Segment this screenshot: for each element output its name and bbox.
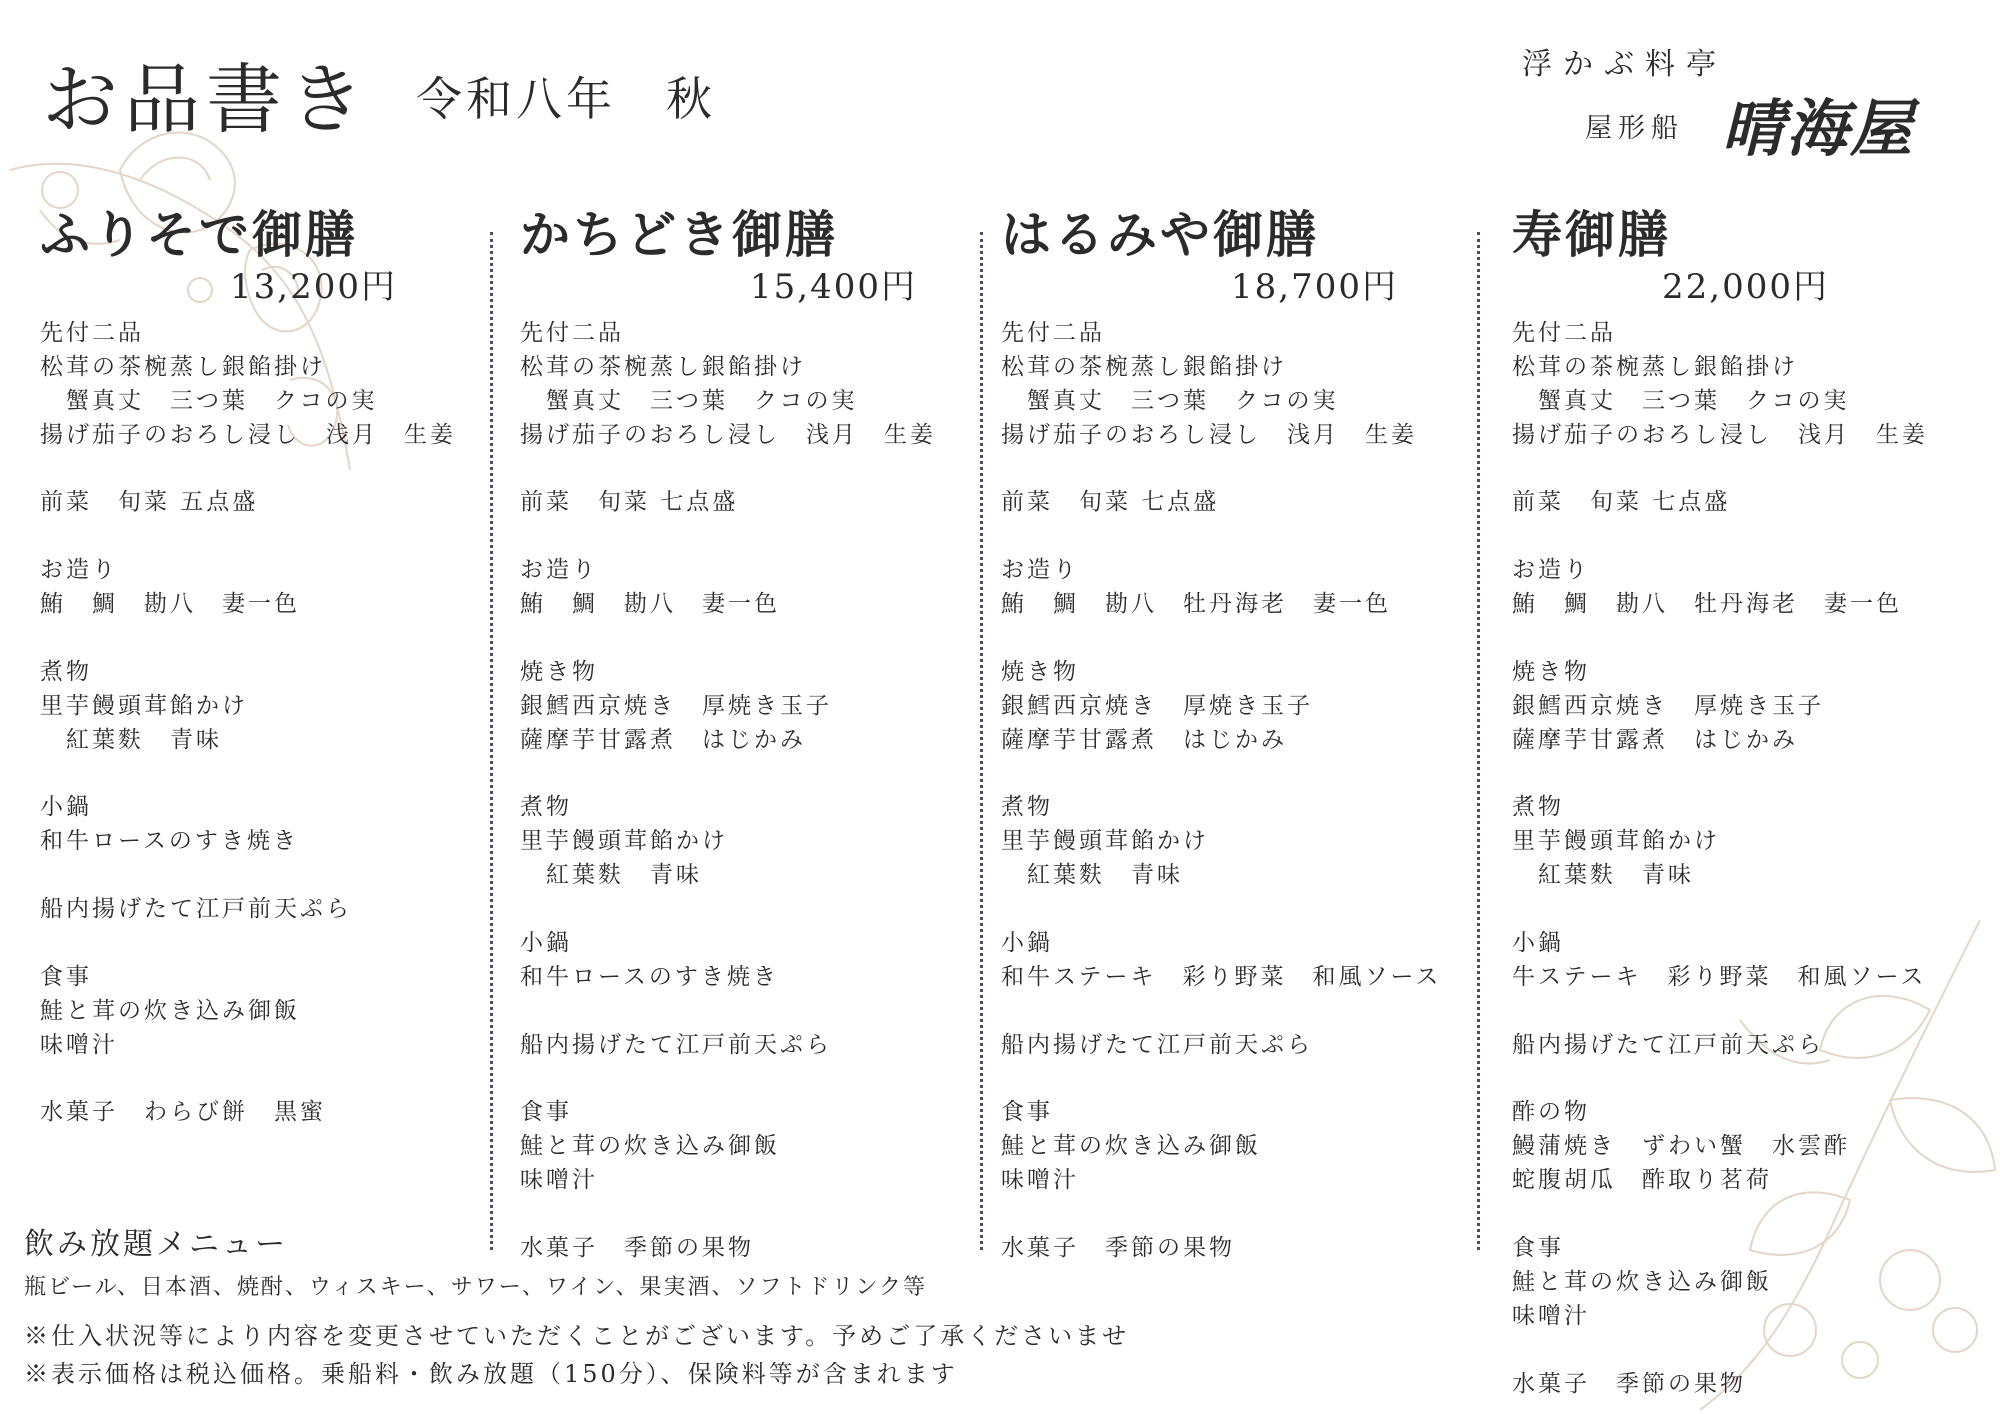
menu-item: 食事 — [40, 963, 92, 990]
menu-title: お品書き — [42, 55, 370, 144]
menu-item: 蟹真丈 三つ葉 クコの実 — [40, 387, 378, 414]
menu-item: 鮭と茸の炊き込み御飯 — [520, 1133, 780, 1160]
course-column-furisode — [40, 205, 500, 1130]
menu-item: 焼き物 — [1512, 658, 1590, 685]
menu-item: 銀鱈西京焼き 厚焼き玉子 — [1512, 692, 1824, 719]
note-line: ※表示価格は税込価格。乗船料・飲み放題（150分）、保険料等が含まれます — [24, 1360, 958, 1388]
menu-item: 酢の物 — [1512, 1099, 1590, 1126]
menu-item: 味噌汁 — [1512, 1302, 1590, 1329]
menu-spacer — [1512, 893, 1972, 927]
menu-item: 前菜 旬菜 七点盛 — [1512, 489, 1731, 516]
menu-item: 船内揚げたて江戸前天ぷら — [1512, 1031, 1824, 1058]
menu-spacer — [520, 1198, 980, 1232]
menu-item: 食事 — [1512, 1235, 1564, 1262]
menu-item: 小鍋 — [1001, 930, 1053, 957]
course-price: 13,200円 — [230, 267, 397, 307]
menu-item: 松茸の茶椀蒸し銀餡掛け — [1512, 353, 1798, 380]
menu-spacer — [1001, 1198, 1461, 1232]
menu-item: お造り — [1512, 557, 1590, 584]
menu-spacer — [40, 1063, 500, 1097]
menu-item: 銀鱈西京焼き 厚焼き玉子 — [520, 692, 832, 719]
menu-item: 鰻蒲焼き ずわい蟹 水雲酢 — [1512, 1133, 1850, 1160]
menu-item: 紅葉麩 青味 — [1512, 862, 1694, 889]
menu-item: 和牛ロースのすき焼き — [520, 963, 779, 990]
menu-item: 食事 — [520, 1099, 572, 1126]
menu-item: 鮭と茸の炊き込み御飯 — [1001, 1133, 1261, 1160]
season-label: 令和八年 秋 — [416, 72, 716, 126]
menu-spacer — [40, 859, 500, 893]
menu-item: 蟹真丈 三つ葉 クコの実 — [1001, 387, 1339, 414]
menu-item: 焼き物 — [520, 658, 598, 685]
menu-item: 里芋饅頭茸餡かけ — [520, 828, 728, 855]
menu-item: 松茸の茶椀蒸し銀餡掛け — [520, 353, 806, 380]
menu-item: 食事 — [1001, 1099, 1053, 1126]
menu-item: 水菓子 季節の果物 — [1512, 1370, 1746, 1397]
menu-item: 里芋饅頭茸餡かけ — [1001, 828, 1209, 855]
menu-item: 味噌汁 — [40, 1031, 118, 1058]
menu-item: 水菓子 わらび餅 黒蜜 — [40, 1099, 326, 1126]
menu-item: 水菓子 季節の果物 — [1001, 1235, 1235, 1262]
menu-spacer — [1001, 1063, 1461, 1097]
menu-item: 小鍋 — [40, 794, 92, 821]
menu-spacer — [40, 520, 500, 554]
menu-item: 紅葉麩 青味 — [40, 726, 222, 753]
menu-item: 前菜 旬菜 七点盛 — [520, 489, 739, 516]
menu-item: 鮪 鯛 勘八 牡丹海老 妻一色 — [1512, 591, 1902, 618]
menu-item: 揚げ茄子のおろし浸し 浅月 生姜 — [1001, 421, 1417, 448]
menu-item: 揚げ茄子のおろし浸し 浅月 生姜 — [520, 421, 936, 448]
course-items — [520, 317, 980, 1266]
menu-spacer — [40, 758, 500, 792]
menu-spacer — [1001, 520, 1461, 554]
menu-spacer — [1512, 995, 1972, 1029]
menu-item: 蛇腹胡瓜 酢取り茗荷 — [1512, 1167, 1772, 1194]
note-line: ※仕入状況等により内容を変更させていただくことがございます。予めご了承くださいませ — [24, 1322, 1130, 1350]
menu-item: 鮪 鯛 勘八 妻一色 — [520, 591, 780, 618]
menu-item: 揚げ茄子のおろし浸し 浅月 生姜 — [40, 421, 456, 448]
menu-spacer — [1512, 758, 1972, 792]
menu-item: 味噌汁 — [1001, 1167, 1079, 1194]
menu-item: 船内揚げたて江戸前天ぷら — [40, 896, 352, 923]
column-divider — [490, 232, 493, 1250]
course-items — [1512, 317, 1972, 1402]
course-name: はるみや御膳 — [1001, 205, 1319, 264]
column-divider — [980, 232, 983, 1250]
menu-item: 前菜 旬菜 七点盛 — [1001, 489, 1220, 516]
course-name: 寿御膳 — [1512, 205, 1671, 264]
menu-item: 煮物 — [520, 794, 572, 821]
course-items — [40, 317, 500, 1130]
menu-item: お造り — [1001, 557, 1079, 584]
menu-item: 蟹真丈 三つ葉 クコの実 — [520, 387, 858, 414]
course-column-harumiya — [1001, 205, 1461, 1266]
course-price: 22,000円 — [1662, 267, 1829, 307]
menu-item: お造り — [520, 557, 598, 584]
menu-item: 里芋饅頭茸餡かけ — [40, 692, 248, 719]
menu-item: 味噌汁 — [520, 1167, 598, 1194]
menu-spacer — [1001, 995, 1461, 1029]
menu-spacer — [1512, 453, 1972, 487]
menu-item: 小鍋 — [1512, 930, 1564, 957]
menu-spacer — [520, 995, 980, 1029]
menu-item: 先付二品 — [1512, 320, 1616, 346]
menu-item: 先付二品 — [1001, 320, 1105, 346]
menu-spacer — [520, 520, 980, 554]
menu-spacer — [520, 758, 980, 792]
column-divider — [1477, 232, 1480, 1250]
menu-item: 紅葉麩 青味 — [520, 862, 702, 889]
menu-item: 蟹真丈 三つ葉 クコの実 — [1512, 387, 1850, 414]
menu-item: 和牛ロースのすき焼き — [40, 828, 299, 855]
menu-item: 鮭と茸の炊き込み御飯 — [40, 997, 300, 1024]
menu-item: 煮物 — [1512, 794, 1564, 821]
menu-item: 松茸の茶椀蒸し銀餡掛け — [40, 353, 326, 380]
course-name: かちどき御膳 — [520, 205, 838, 264]
menu-item: 薩摩芋甘露煮 はじかみ — [520, 726, 806, 753]
menu-item: 和牛ステーキ 彩り野菜 和風ソース — [1001, 963, 1442, 990]
menu-item: 煮物 — [1001, 794, 1053, 821]
menu-spacer — [1512, 622, 1972, 656]
menu-item: 前菜 旬菜 五点盛 — [40, 489, 259, 516]
menu-spacer — [1512, 520, 1972, 554]
menu-item: 里芋饅頭茸餡かけ — [1512, 828, 1720, 855]
menu-spacer — [1001, 893, 1461, 927]
menu-item: 松茸の茶椀蒸し銀餡掛け — [1001, 353, 1287, 380]
brand-type: 屋形船 — [1585, 113, 1684, 144]
menu-spacer — [40, 927, 500, 961]
menu-spacer — [1512, 1198, 1972, 1232]
course-price: 15,400円 — [750, 267, 917, 307]
menu-spacer — [1512, 1334, 1972, 1368]
menu-spacer — [520, 1063, 980, 1097]
menu-item: お造り — [40, 557, 118, 584]
menu-spacer — [520, 453, 980, 487]
course-items — [1001, 317, 1461, 1266]
menu-item: 焼き物 — [1001, 658, 1079, 685]
menu-item: 煮物 — [40, 658, 92, 685]
menu-item: 鮪 鯛 勘八 妻一色 — [40, 591, 300, 618]
menu-item: 先付二品 — [40, 320, 144, 346]
menu-spacer — [1001, 758, 1461, 792]
menu-spacer — [1001, 622, 1461, 656]
menu-item: 紅葉麩 青味 — [1001, 862, 1183, 889]
course-column-kotobuki — [1512, 205, 1972, 1402]
drinks-title: 飲み放題メニュー — [24, 1227, 288, 1262]
course-column-kachidoki — [520, 205, 980, 1266]
brand-logo: 晴海屋 — [1722, 92, 1915, 165]
menu-item: 薩摩芋甘露煮 はじかみ — [1001, 726, 1287, 753]
menu-item: 小鍋 — [520, 930, 572, 957]
brand-tagline: 浮かぶ料亭 — [1522, 47, 1727, 82]
menu-item: 銀鱈西京焼き 厚焼き玉子 — [1001, 692, 1313, 719]
menu-spacer — [40, 453, 500, 487]
menu-spacer — [520, 622, 980, 656]
menu-item: 水菓子 季節の果物 — [520, 1235, 754, 1262]
menu-item: 薩摩芋甘露煮 はじかみ — [1512, 726, 1798, 753]
menu-spacer — [1512, 1063, 1972, 1097]
menu-item: 船内揚げたて江戸前天ぷら — [1001, 1031, 1313, 1058]
menu-item: 鮪 鯛 勘八 牡丹海老 妻一色 — [1001, 591, 1391, 618]
menu-item: 揚げ茄子のおろし浸し 浅月 生姜 — [1512, 421, 1928, 448]
menu-item: 鮭と茸の炊き込み御飯 — [1512, 1268, 1772, 1295]
menu-item: 牛ステーキ 彩り野菜 和風ソース — [1512, 963, 1927, 990]
drinks-list: 瓶ビール、日本酒、焼酎、ウィスキー、サワー、ワイン、果実酒、ソフトドリンク等 — [24, 1275, 927, 1300]
menu-item: 船内揚げたて江戸前天ぷら — [520, 1031, 832, 1058]
course-name: ふりそで御膳 — [40, 205, 358, 264]
menu-spacer — [1001, 453, 1461, 487]
menu-spacer — [40, 622, 500, 656]
course-price: 18,700円 — [1231, 267, 1398, 307]
menu-spacer — [520, 893, 980, 927]
menu-item: 先付二品 — [520, 320, 624, 346]
